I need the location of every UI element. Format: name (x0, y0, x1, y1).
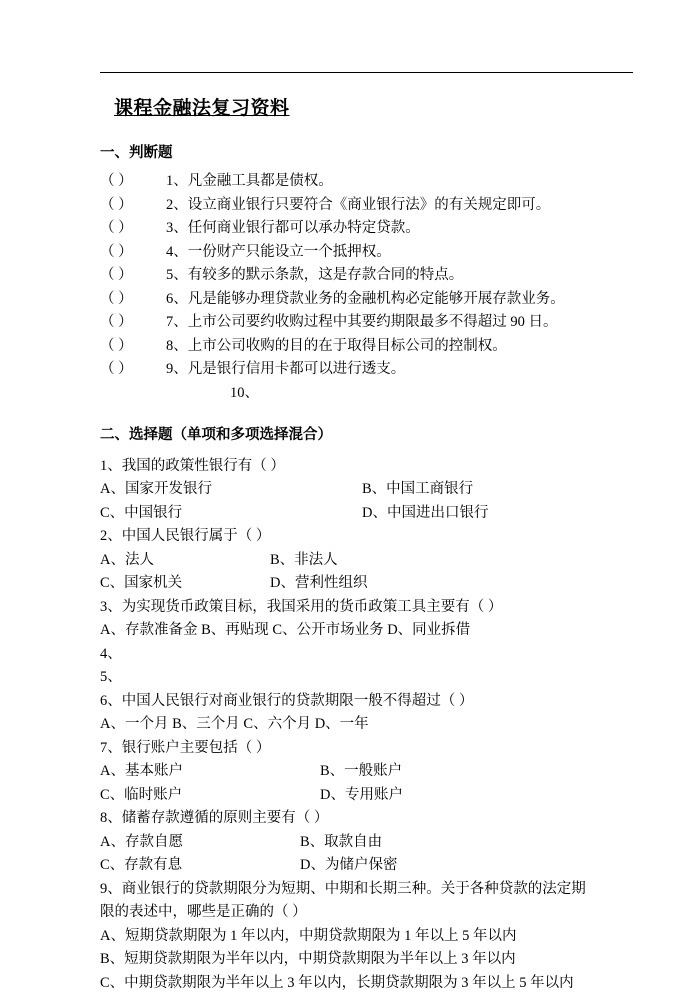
option-row (100, 760, 643, 783)
page-title: 课程金融法复习资料 (114, 98, 290, 119)
answer-blank[interactable]: （ ） (100, 173, 133, 190)
list-item (100, 170, 643, 193)
option-row (100, 572, 643, 595)
option-row[interactable]: A、一个月 B、三个月 C、六个月 D、一年 (100, 716, 369, 733)
list-item (100, 358, 643, 381)
question-stem-line2: 限的表述中，哪些是正确的（ ） (100, 904, 307, 921)
option-row[interactable]: C、中期贷款期限为半年以上 3 年以内，长期贷款期限为 3 年以上 5 年以内 (100, 974, 574, 991)
option-d[interactable]: D、中国进出口银行 (362, 504, 489, 521)
answer-blank[interactable]: （ ） (100, 243, 133, 260)
list-item (100, 264, 643, 287)
answer-blank[interactable]: （ ） (100, 220, 133, 237)
item-number: 9、 (166, 361, 188, 378)
header-rule (100, 72, 633, 73)
answer-blank[interactable]: （ ） (100, 337, 133, 354)
option-row[interactable]: A、存款准备金 B、再贴现 C、公开市场业务 D、同业拆借 (100, 622, 471, 639)
item-text: 上市公司要约收购过程中其要约期限最多不得超过 90 日。 (187, 314, 558, 331)
option-row (100, 831, 643, 854)
option-row[interactable]: B、短期贷款期限为半年以内，中期贷款期限为半年以上 3 年以内 (100, 951, 516, 968)
option-row (100, 854, 643, 877)
option-b[interactable]: B、中国工商银行 (362, 481, 474, 498)
option-d[interactable]: D、为储户保密 (300, 857, 398, 874)
question-stem: 9、商业银行的贷款期限分为短期、中期和长期三种。关于各种贷款的法定期 (100, 880, 586, 897)
list-item-trailing: 10、 (230, 384, 259, 401)
answer-blank[interactable]: （ ） (100, 290, 133, 307)
question-block (100, 455, 643, 525)
option-a[interactable]: A、国家开发银行 (100, 481, 212, 498)
item-number: 1、 (166, 173, 188, 190)
question-block (100, 807, 643, 877)
option-c[interactable]: C、存款有息 (100, 857, 183, 874)
question-stem: 3、为实现货币政策目标，我国采用的货币政策工具主要有（ ） (100, 598, 503, 615)
option-row (100, 549, 643, 572)
question-block (100, 525, 643, 595)
list-item (100, 217, 643, 240)
question-stem: 5、 (100, 669, 122, 686)
item-number: 6、 (166, 290, 188, 307)
item-text: 一份财产只能设立一个抵押权。 (187, 243, 391, 260)
question-stem: 8、储蓄存款遵循的原则主要有（ ） (100, 810, 329, 827)
item-number: 5、 (166, 267, 188, 284)
option-row (100, 502, 643, 525)
answer-blank[interactable]: （ ） (100, 361, 133, 378)
question-block (100, 878, 643, 995)
option-b[interactable]: B、取款自由 (300, 833, 383, 850)
item-number: 4、 (166, 243, 188, 260)
item-text: 上市公司收购的目的在于取得目标公司的控制权。 (187, 337, 507, 354)
option-a[interactable]: A、法人 (100, 551, 154, 568)
item-text: 有较多的默示条款，这是存款合同的特点。 (187, 267, 464, 284)
true-false-list (100, 170, 643, 405)
question-block (100, 737, 643, 807)
answer-blank[interactable]: （ ） (100, 196, 133, 213)
item-text: 凡是银行信用卡都可以进行透支。 (187, 361, 406, 378)
section-heading-multiple-choice: 二、选择题（单项和多项选择混合） (100, 427, 332, 444)
option-row (100, 784, 643, 807)
question-stem: 2、中国人民银行属于（ ） (100, 528, 271, 545)
answer-blank[interactable]: （ ） (100, 267, 133, 284)
question-stem: 6、中国人民银行对商业银行的贷款期限一般不得超过（ ） (100, 692, 474, 709)
document-content (100, 96, 643, 995)
list-item (100, 335, 643, 358)
section-heading-true-false: 一、判断题 (100, 144, 173, 161)
question-block (100, 690, 643, 737)
list-item (100, 194, 643, 217)
option-a[interactable]: A、基本账户 (100, 763, 183, 780)
question-stem: 7、银行账户主要包括（ ） (100, 739, 271, 756)
option-b[interactable]: B、一般账户 (320, 763, 403, 780)
item-number: 7、 (166, 314, 188, 331)
question-stem: 1、我国的政策性银行有（ ） (100, 457, 285, 474)
option-row[interactable]: A、短期贷款期限为 1 年以内，中期贷款期限为 1 年以上 5 年以内 (100, 927, 517, 944)
option-d[interactable]: D、营利性组织 (270, 575, 368, 592)
answer-blank[interactable]: （ ） (100, 314, 133, 331)
option-row (100, 478, 643, 501)
option-c[interactable]: C、临时账户 (100, 786, 183, 803)
item-text: 凡金融工具都是债权。 (187, 173, 333, 190)
item-number: 8、 (166, 337, 188, 354)
list-item (100, 288, 643, 311)
list-item (100, 241, 643, 264)
option-c[interactable]: C、中国银行 (100, 504, 183, 521)
question-block (100, 596, 643, 643)
item-number: 2、 (166, 196, 188, 213)
item-number: 3、 (166, 220, 188, 237)
item-text: 凡是能够办理贷款业务的金融机构必定能够开展存款业务。 (187, 290, 565, 307)
list-item (100, 311, 643, 334)
option-c[interactable]: C、国家机关 (100, 575, 183, 592)
option-d[interactable]: D、专用账户 (320, 786, 403, 803)
option-a[interactable]: A、存款自愿 (100, 833, 183, 850)
item-text: 任何商业银行都可以承办特定贷款。 (187, 220, 420, 237)
item-text: 设立商业银行只要符合《商业银行法》的有关规定即可。 (187, 196, 551, 213)
option-b[interactable]: B、非法人 (270, 551, 338, 568)
question-stem: 4、 (100, 645, 122, 662)
